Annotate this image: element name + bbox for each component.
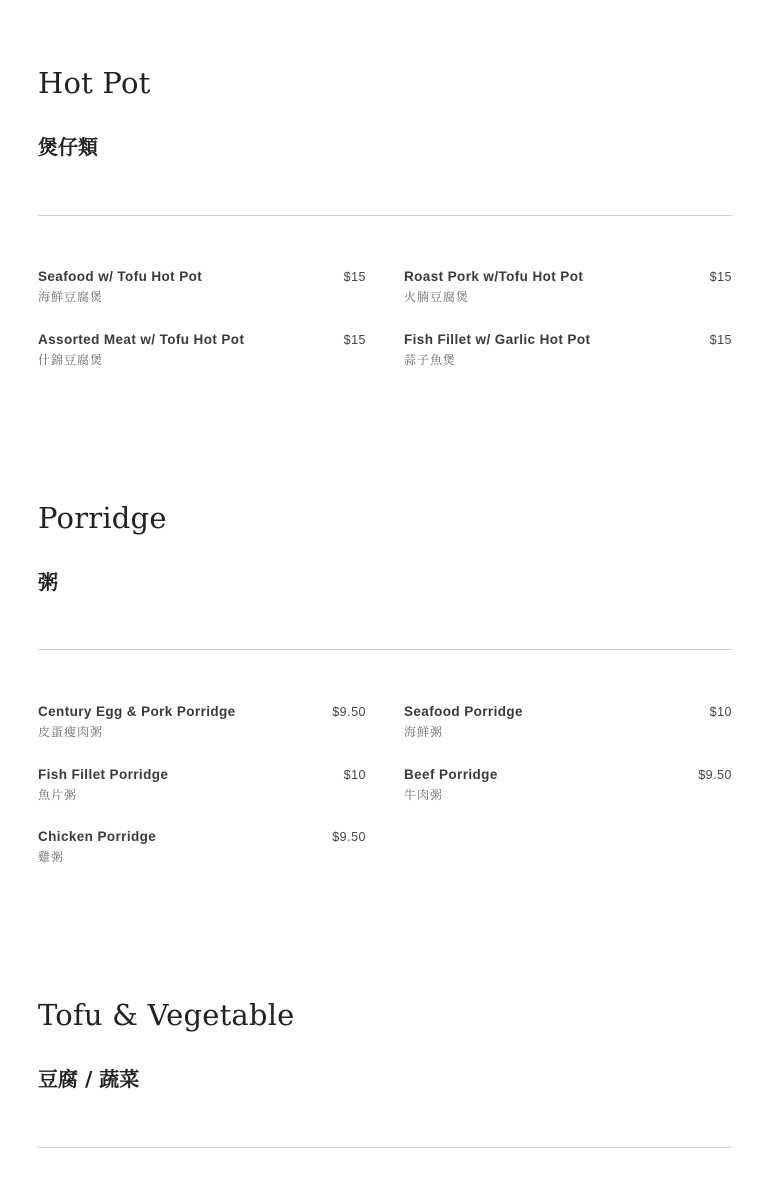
menu-item	[404, 703, 732, 749]
menu-item	[38, 766, 366, 812]
menu-item-name: Seafood Porridge	[404, 704, 523, 719]
menu-item	[38, 703, 366, 749]
menu-item-name: Fish Fillet w/ Garlic Hot Pot	[404, 332, 591, 347]
menu-section-porridge	[38, 435, 732, 915]
menu-item-chinese-name: 海鮮豆腐煲	[38, 290, 104, 304]
menu-item	[404, 766, 732, 812]
menu-item	[38, 828, 366, 874]
section-divider	[38, 1147, 732, 1148]
menu-item-price: $15	[709, 333, 732, 347]
menu-item-name: Fish Fillet Porridge	[38, 767, 169, 782]
menu-item-price: $9.50	[332, 705, 366, 719]
menu-item	[404, 331, 732, 377]
section-chinese-title: 豆腐 / 蔬菜	[38, 1067, 140, 1091]
menu-item-price: $15	[709, 270, 732, 284]
menu-item-chinese-name: 皮蛋瘦肉粥	[38, 725, 104, 739]
menu-item-price: $10	[343, 768, 366, 782]
menu-item-name: Seafood w/ Tofu Hot Pot	[38, 269, 203, 284]
section-title: Tofu & Vegetable	[38, 998, 295, 1032]
menu-item-name: Assorted Meat w/ Tofu Hot Pot	[38, 332, 245, 347]
menu-item-price: $10	[709, 705, 732, 719]
menu-item-price: $9.50	[698, 768, 732, 782]
menu-item-name: Chicken Porridge	[38, 829, 157, 844]
menu-item-price: $9.50	[332, 830, 366, 844]
section-chinese-title: 煲仔類	[38, 135, 98, 159]
menu-item	[38, 268, 366, 314]
menu-item-chinese-name: 什錦豆腐煲	[38, 353, 104, 367]
menu-item-price: $15	[343, 270, 366, 284]
section-title: Hot Pot	[38, 66, 151, 100]
menu-item	[404, 268, 732, 314]
menu-item-name: Beef Porridge	[404, 767, 498, 782]
section-chinese-title: 粥	[38, 570, 58, 594]
menu-section-hot-pot	[38, 0, 732, 400]
section-title: Porridge	[38, 501, 167, 535]
section-divider	[38, 649, 732, 650]
menu-item-price: $15	[343, 333, 366, 347]
menu-item-name: Roast Pork w/Tofu Hot Pot	[404, 269, 584, 284]
menu-item-name: Century Egg & Pork Porridge	[38, 704, 236, 719]
section-divider	[38, 215, 732, 216]
menu-item-chinese-name: 海鮮粥	[404, 725, 444, 739]
menu-item-chinese-name: 雞粥	[38, 850, 65, 864]
menu-item-chinese-name: 火腩豆腐煲	[404, 290, 470, 304]
menu-item	[38, 331, 366, 377]
menu-item-chinese-name: 蒜子魚煲	[404, 353, 457, 367]
menu-item-chinese-name: 牛肉粥	[404, 788, 444, 802]
menu-section-tofu-vegetable	[38, 932, 732, 1187]
menu-item-chinese-name: 魚片粥	[38, 788, 78, 802]
